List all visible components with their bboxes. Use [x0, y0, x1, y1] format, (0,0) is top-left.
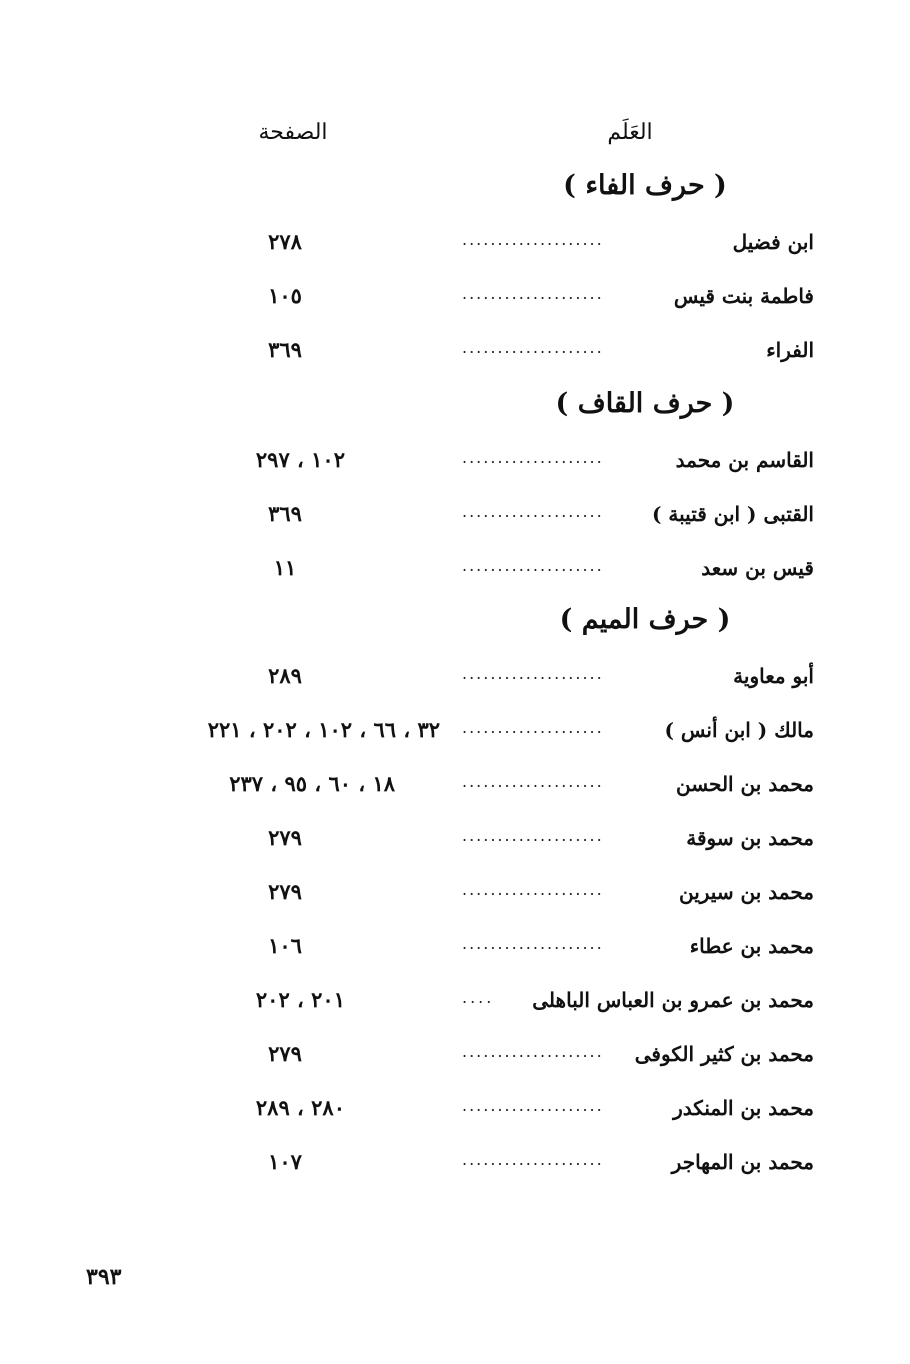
- leader-dots: ....................: [462, 1150, 604, 1169]
- index-entry: [0, 764, 910, 804]
- entry-pages: ٣٦٩: [268, 337, 302, 362]
- leader-dots: ....................: [462, 284, 604, 303]
- index-entry: [0, 1142, 910, 1182]
- entry-pages: ٢٧٩: [268, 825, 302, 850]
- leader-dots: ....................: [462, 448, 604, 467]
- entry-pages: ١٨ ، ٦٠ ، ٩٥ ، ٢٣٧: [229, 771, 395, 796]
- entry-name: ابن فضيل: [732, 230, 814, 254]
- entry-name: محمد بن سيرين: [678, 880, 814, 904]
- leader-dots: ....: [462, 988, 495, 1007]
- index-entry: [0, 710, 910, 750]
- index-entry: [0, 222, 910, 262]
- index-entry: [0, 926, 910, 966]
- entry-pages: ٢٠١ ، ٢٠٢: [255, 987, 345, 1012]
- index-entry: [0, 818, 910, 858]
- index-entry: [0, 548, 910, 588]
- index-entry: [0, 330, 910, 370]
- entry-name: القتبى ( ابن قتيبة ): [651, 502, 814, 526]
- section-heading-qaf: ( حرف القاف ): [555, 388, 735, 419]
- entry-name: أبو معاوية: [733, 664, 814, 688]
- leader-dots: ....................: [462, 826, 604, 845]
- leader-dots: ....................: [462, 556, 604, 575]
- entry-name: محمد بن المهاجر: [671, 1150, 814, 1174]
- leader-dots: ....................: [462, 1096, 604, 1115]
- entry-pages: ١١: [273, 555, 297, 580]
- leader-dots: ....................: [462, 772, 604, 791]
- column-header-page: الصفحة: [258, 120, 328, 145]
- leader-dots: ....................: [462, 502, 604, 521]
- entry-name: محمد بن المنكدر: [673, 1096, 814, 1120]
- page-number: ٣٩٣: [86, 1264, 122, 1290]
- leader-dots: ....................: [462, 1042, 604, 1061]
- index-entry: [0, 1088, 910, 1128]
- entry-name: الفراء: [766, 338, 814, 362]
- entry-name: محمد بن سوقة: [686, 826, 814, 850]
- entry-name: قيس بن سعد: [701, 556, 814, 580]
- entry-pages: ٣٢ ، ٦٦ ، ١٠٢ ، ٢٠٢ ، ٢٢١: [207, 717, 440, 742]
- index-entry: [0, 872, 910, 912]
- index-entry: [0, 494, 910, 534]
- entry-pages: ١٠٦: [268, 933, 302, 958]
- leader-dots: ....................: [462, 880, 604, 899]
- leader-dots: ....................: [462, 230, 604, 249]
- index-entry: [0, 276, 910, 316]
- index-entry: [0, 980, 910, 1020]
- column-header-name: العَلَم: [607, 120, 653, 145]
- entry-pages: ٢٧٩: [268, 1041, 302, 1066]
- entry-name: فاطمة بنت قيس: [673, 284, 814, 308]
- leader-dots: ....................: [462, 664, 604, 683]
- leader-dots: ....................: [462, 718, 604, 737]
- entry-pages: ١٠٢ ، ٢٩٧: [255, 447, 345, 472]
- entry-name: محمد بن عمرو بن العباس الباهلى: [532, 988, 814, 1012]
- entry-pages: ٢٧٩: [268, 879, 302, 904]
- entry-pages: ١٠٧: [268, 1149, 302, 1174]
- entry-name: القاسم بن محمد: [675, 448, 814, 472]
- leader-dots: ....................: [462, 934, 604, 953]
- leader-dots: ....................: [462, 338, 604, 357]
- entry-name: محمد بن كثير الكوفى: [634, 1042, 814, 1066]
- entry-pages: ٢٨٠ ، ٢٨٩: [255, 1095, 345, 1120]
- index-entry: [0, 1034, 910, 1074]
- entry-pages: ٣٦٩: [268, 501, 302, 526]
- entry-pages: ١٠٥: [268, 283, 302, 308]
- entry-name: محمد بن الحسن: [675, 772, 814, 796]
- section-heading-mim: ( حرف الميم ): [559, 604, 731, 635]
- entry-name: محمد بن عطاء: [689, 934, 814, 958]
- entry-pages: ٢٧٨: [268, 229, 302, 254]
- section-heading-fa: ( حرف الفاء ): [563, 170, 727, 201]
- entry-name: مالك ( ابن أنس ): [664, 718, 814, 742]
- entry-pages: ٢٨٩: [268, 663, 302, 688]
- index-entry: [0, 656, 910, 696]
- index-entry: [0, 440, 910, 480]
